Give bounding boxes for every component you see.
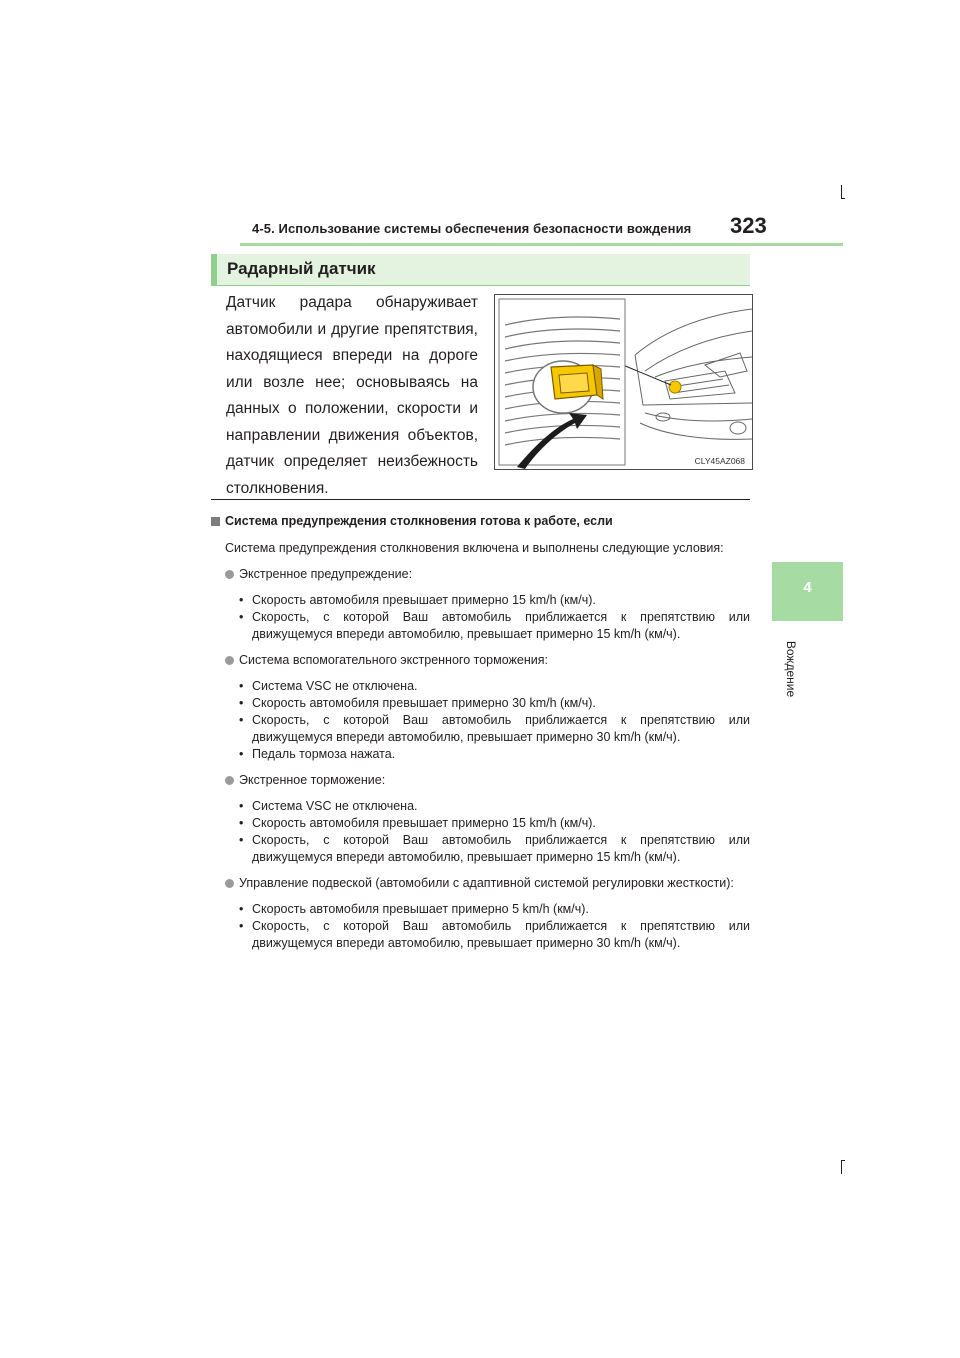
condition-list xyxy=(237,901,750,952)
list-item: • Скорость автомобиля превышает примерно 30 km/h (км/ч). xyxy=(237,695,750,712)
list-item: • Скорость автомобиля превышает примерно 15 km/h (км/ч). xyxy=(237,815,750,832)
circle-bullet-icon xyxy=(225,879,234,888)
condition-group-title: Система вспомогательного экстренного торможения: xyxy=(239,653,548,667)
condition-group-title: Экстренное торможение: xyxy=(239,773,386,787)
list-item: • Скорость автомобиля превышает примерно 15 km/h (км/ч). xyxy=(237,592,750,609)
chapter-number: 4 xyxy=(803,579,812,596)
list-item: • Система VSC не отключена. xyxy=(237,678,750,695)
sensor-location-highlight xyxy=(669,381,681,393)
condition-list xyxy=(237,798,750,866)
conditions-block xyxy=(211,513,750,952)
radar-sensor-illustration xyxy=(495,295,752,469)
section-heading-bar xyxy=(211,254,750,286)
list-item: • Система VSC не отключена. xyxy=(237,798,750,815)
condition-group-title: Управление подвеской (автомобили с адаптивной системой регулировки жесткости): xyxy=(239,876,734,890)
section-title: Радарный датчик xyxy=(227,259,376,278)
crop-mark-top-foot xyxy=(841,198,845,199)
page-number: 323 xyxy=(730,213,767,238)
section-heading-rule xyxy=(211,285,750,286)
car-front-illustration xyxy=(635,309,752,439)
condition-group-brake-assist xyxy=(211,652,750,669)
section-heading-accent xyxy=(211,254,217,286)
running-header: 4-5. Использование системы обеспечения безопасности вождения xyxy=(252,221,692,236)
circle-bullet-icon xyxy=(225,656,234,665)
crop-mark-top xyxy=(841,185,842,199)
figure-code: CLY45AZ068 xyxy=(694,456,745,466)
condition-group-suspension-control xyxy=(211,875,750,892)
condition-list xyxy=(237,678,750,763)
crop-mark-bottom xyxy=(841,1160,842,1174)
conditions-heading xyxy=(211,513,750,530)
condition-group-title: Экстренное предупреждение: xyxy=(239,567,413,581)
section-divider xyxy=(211,499,750,500)
square-bullet-icon xyxy=(211,517,220,526)
radar-sensor-figure xyxy=(494,294,753,470)
condition-list xyxy=(237,592,750,643)
circle-bullet-icon xyxy=(225,570,234,579)
radar-sensor-unit xyxy=(551,365,603,399)
condition-group-emergency-warning xyxy=(211,566,750,583)
list-item: • Скорость автомобиля превышает примерно 5 km/h (км/ч). xyxy=(237,901,750,918)
list-item: • Скорость, с которой Ваш автомобиль приближается к препятствию или движущемуся впереди автомобилю, превышает примерно 15 km/h (км/ч). xyxy=(237,832,750,866)
condition-group-emergency-braking xyxy=(211,772,750,789)
list-item: • Педаль тормоза нажата. xyxy=(237,746,750,763)
chapter-label: Вождение xyxy=(784,640,798,698)
crop-mark-bottom-foot xyxy=(841,1160,845,1161)
list-item: • Скорость, с которой Ваш автомобиль приближается к препятствию или движущемуся впереди автомобилю, превышает примерно 30 km/h (км/ч). xyxy=(237,918,750,952)
callout-line xyxy=(623,365,671,385)
chapter-tab xyxy=(772,562,843,621)
chapter-label-wrap xyxy=(777,628,805,710)
circle-bullet-icon xyxy=(225,776,234,785)
conditions-intro: Система предупреждения столкновения включена и выполнены следующие условия: xyxy=(225,541,724,555)
header-rule xyxy=(240,243,843,246)
list-item: • Скорость, с которой Ваш автомобиль приближается к препятствию или движущемуся впереди автомобилю, превышает примерно 15 km/h (км/ч). xyxy=(237,609,750,643)
conditions-heading-text: Система предупреждения столкновения готова к работе, если xyxy=(225,514,613,528)
list-item: • Скорость, с которой Ваш автомобиль приближается к препятствию или движущемуся впереди автомобилю, превышает примерно 30 km/h (км/ч). xyxy=(237,712,750,746)
intro-paragraph: Датчик радара обнаруживает автомобили и другие препятствия, находящиеся впереди на дороге или возле нее; основываясь на данных о положении, скорости и направлении движения объектов, датчик определяет неизбежность столкновения. xyxy=(226,294,478,497)
